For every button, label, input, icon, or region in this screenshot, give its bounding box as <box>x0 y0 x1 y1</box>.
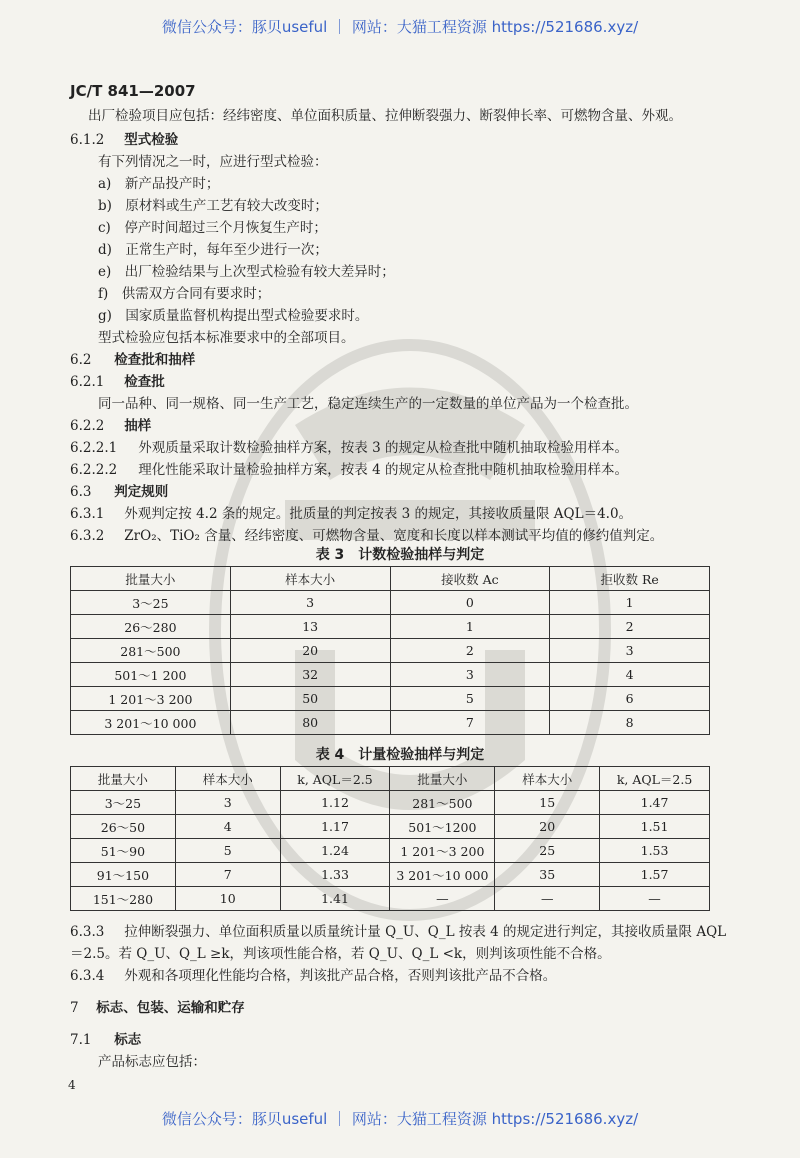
section-number: 6.2 <box>70 352 92 368</box>
table-cell: 1.17 <box>280 815 390 839</box>
list-item: c) 停产时间超过三个月恢复生产时； <box>98 220 327 236</box>
section-title: 抽样 <box>124 418 152 434</box>
table-cell: 8 <box>550 711 710 735</box>
table-cell: 1.33 <box>280 863 390 887</box>
table-cell: 3～25 <box>71 591 231 615</box>
table-cell: 1 <box>550 591 710 615</box>
text-line: 型式检验应包括本标准要求中的全部项目。 <box>98 330 355 346</box>
table4-caption: 表 4 计量检验抽样与判定 <box>315 747 485 763</box>
watermark-bottom: 微信公众号：豚贝useful ｜ 网站：大猫工程资源 https://521686.xyz/ <box>161 1110 639 1128</box>
table-cell: 26～50 <box>71 815 176 839</box>
table-row <box>71 639 710 663</box>
section-number: 7 <box>70 1000 79 1016</box>
table-cell: 3～25 <box>71 791 176 815</box>
table-cell: 10 <box>175 887 280 911</box>
table-header-cell: 接收数 Ac <box>390 567 550 591</box>
section-text: 外观判定按 4.2 条的规定。批质量的判定按表 3 的规定，其接收质量限 AQL＝4.0。 <box>124 506 633 522</box>
section-number: 6.3.3 <box>70 924 105 940</box>
table-cell: 20 <box>230 639 390 663</box>
table-cell: 32 <box>230 663 390 687</box>
table-row <box>71 687 710 711</box>
table-cell: 3 <box>390 663 550 687</box>
table-header-cell: 拒收数 Re <box>550 567 710 591</box>
table-cell: 1.57 <box>600 863 710 887</box>
table-cell: 3 <box>175 791 280 815</box>
table-cell: 3 <box>230 591 390 615</box>
list-item: e) 出厂检验结果与上次型式检验有较大差异时； <box>98 264 395 280</box>
table-cell: 1.12 <box>280 791 390 815</box>
table-cell: — <box>600 887 710 911</box>
section-number: 6.2.2.1 <box>70 440 118 456</box>
section-number: 6.3 <box>70 484 92 500</box>
section-number: 6.2.2.2 <box>70 462 118 478</box>
watermark-top: 微信公众号：豚贝useful ｜ 网站：大猫工程资源 https://521686.xyz/ <box>161 18 639 36</box>
section-text: ZrO₂、TiO₂ 含量、经纬密度、可燃物含量、宽度和长度以样本测试平均值的修约值判定。 <box>124 528 664 544</box>
table-cell: 4 <box>550 663 710 687</box>
table-cell: — <box>390 887 495 911</box>
table4 <box>70 766 710 911</box>
table-cell: 3 <box>550 639 710 663</box>
table-header-row <box>71 567 710 591</box>
section-6-2-2-2 <box>70 460 628 480</box>
table-cell: 0 <box>390 591 550 615</box>
list-item: g) 国家质量监督机构提出型式检验要求时。 <box>98 308 369 324</box>
section-number: 6.3.4 <box>70 968 105 984</box>
table-row <box>71 791 710 815</box>
text-line: 同一品种、同一规格、同一生产工艺，稳定连续生产的一定数量的单位产品为一个检查批。 <box>98 396 638 412</box>
table-row <box>71 615 710 639</box>
table-cell: 3 201～10 000 <box>390 863 495 887</box>
table-cell: 25 <box>495 839 600 863</box>
table-cell: 7 <box>175 863 280 887</box>
table-row <box>71 863 710 887</box>
table-cell: 501～1 200 <box>71 663 231 687</box>
text-line: ＝2.5。若 Q_U、Q_L ≥k，判该项性能合格，若 Q_U、Q_L <k，则判该项性能不合格。 <box>70 946 611 962</box>
section-title: 判定规则 <box>114 484 169 500</box>
section-number: 6.3.2 <box>70 528 105 544</box>
table-row <box>71 591 710 615</box>
table-cell: 281～500 <box>390 791 495 815</box>
section-6-2 <box>70 350 195 370</box>
table-cell: 13 <box>230 615 390 639</box>
table-cell: 1.47 <box>600 791 710 815</box>
table-cell: 4 <box>175 815 280 839</box>
table-cell: 1.24 <box>280 839 390 863</box>
table3 <box>70 566 710 735</box>
standard-code: JC/T 841—2007 <box>70 82 196 100</box>
table-cell: 50 <box>230 687 390 711</box>
section-6-3-2 <box>70 526 663 546</box>
table-cell: 2 <box>390 639 550 663</box>
text-line: 产品标志应包括： <box>98 1054 206 1070</box>
list-item: b) 原材料或生产工艺有较大改变时； <box>98 198 328 214</box>
section-number: 6.1.2 <box>70 132 105 148</box>
table-cell: 35 <box>495 863 600 887</box>
table-cell: 501～1200 <box>390 815 495 839</box>
section-6-3-3 <box>70 922 726 942</box>
table-cell: 15 <box>495 791 600 815</box>
section-6-3-1 <box>70 504 632 524</box>
text-line: 有下列情况之一时，应进行型式检验： <box>98 154 328 170</box>
table-cell: 6 <box>550 687 710 711</box>
table-header-cell: 批量大小 <box>71 567 231 591</box>
list-item: f) 供需双方合同有要求时； <box>98 286 271 302</box>
table-cell: 3 201～10 000 <box>71 711 231 735</box>
table-row <box>71 887 710 911</box>
table-header-cell: 样本大小 <box>175 767 280 791</box>
table-cell: 1.53 <box>600 839 710 863</box>
section-6-2-2-1 <box>70 438 628 458</box>
table-cell: 5 <box>390 687 550 711</box>
section-text: 理化性能采取计量检验抽样方案，按表 4 的规定从检查批中随机抽取检验用样本。 <box>138 462 628 478</box>
table-cell: 151～280 <box>71 887 176 911</box>
section-text: 拉伸断裂强力、单位面积质量以质量统计量 Q_U、Q_L 按表 4 的规定进行判定，其接收质量限 AQL <box>124 924 727 940</box>
section-6-1-2 <box>70 130 178 150</box>
section-7 <box>70 998 245 1018</box>
section-number: 6.3.1 <box>70 506 105 522</box>
section-number: 7.1 <box>70 1032 92 1048</box>
table-cell: 1.51 <box>600 815 710 839</box>
list-item: a) 新产品投产时； <box>98 176 220 192</box>
section-title: 标志、包装、运输和贮存 <box>96 1000 245 1016</box>
table-cell: 91～150 <box>71 863 176 887</box>
table-cell: 1 201～3 200 <box>390 839 495 863</box>
table-row <box>71 663 710 687</box>
table-row <box>71 839 710 863</box>
table-cell: 20 <box>495 815 600 839</box>
table-cell: — <box>495 887 600 911</box>
section-6-3 <box>70 482 168 502</box>
list-item: d) 正常生产时，每年至少进行一次； <box>98 242 328 258</box>
table-header-cell: 批量大小 <box>390 767 495 791</box>
table-header-cell: k, AQL＝2.5 <box>280 767 390 791</box>
table-row <box>71 815 710 839</box>
section-6-3-4 <box>70 966 556 986</box>
table-cell: 5 <box>175 839 280 863</box>
section-7-1 <box>70 1030 141 1050</box>
table-cell: 281～500 <box>71 639 231 663</box>
section-number: 6.2.2 <box>70 418 105 434</box>
table-cell: 51～90 <box>71 839 176 863</box>
section-title: 型式检验 <box>124 132 179 148</box>
table-cell: 2 <box>550 615 710 639</box>
section-number: 6.2.1 <box>70 374 105 390</box>
page-number: 4 <box>68 1078 76 1092</box>
table-header-cell: 样本大小 <box>230 567 390 591</box>
table-cell: 1 201～3 200 <box>71 687 231 711</box>
table-cell: 7 <box>390 711 550 735</box>
table-row <box>71 711 710 735</box>
table-header-cell: k, AQL＝2.5 <box>600 767 710 791</box>
section-6-2-1 <box>70 372 165 392</box>
table-cell: 1.41 <box>280 887 390 911</box>
table-header-cell: 样本大小 <box>495 767 600 791</box>
text-line: 出厂检验项目应包括：经纬密度、单位面积质量、拉伸断裂强力、断裂伸长率、可燃物含量、外观。 <box>88 108 682 124</box>
table-cell: 26～280 <box>71 615 231 639</box>
section-title: 标志 <box>114 1032 142 1048</box>
section-title: 检查批和抽样 <box>114 352 196 368</box>
table3-caption: 表 3 计数检验抽样与判定 <box>315 547 485 563</box>
section-title: 检查批 <box>124 374 165 390</box>
section-text: 外观质量采取计数检验抽样方案，按表 3 的规定从检查批中随机抽取检验用样本。 <box>138 440 628 456</box>
section-text: 外观和各项理化性能均合格，判该批产品合格，否则判该批产品不合格。 <box>124 968 557 984</box>
section-6-2-2 <box>70 416 151 436</box>
table-cell: 80 <box>230 711 390 735</box>
table-header-row <box>71 767 710 791</box>
table-header-cell: 批量大小 <box>71 767 176 791</box>
table-cell: 1 <box>390 615 550 639</box>
